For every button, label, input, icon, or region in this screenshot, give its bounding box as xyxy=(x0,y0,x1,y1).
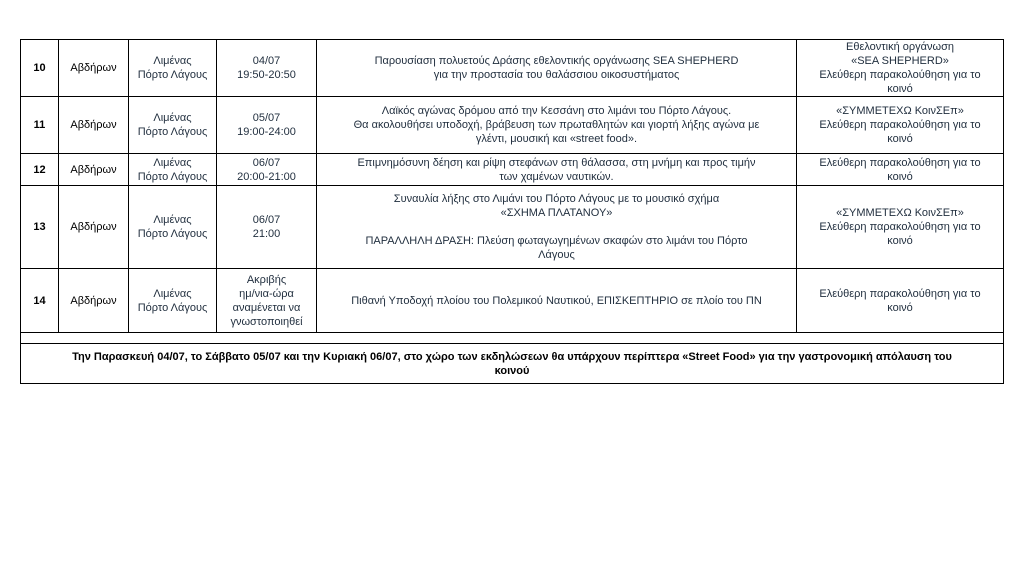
place-cell: Λιμένας Πόρτο Λάγους xyxy=(129,97,217,154)
description-cell: Παρουσίαση πολυετούς Δράσης εθελοντικής οργάνωσης SEA SHEPHERD για την προστασία του θαλάσσιου οικοσυστήματος xyxy=(317,40,797,97)
table-row xyxy=(21,97,1004,154)
street-food-note: Την Παρασκευή 04/07, το Σάββατο 05/07 και την Κυριακή 06/07, στο χώρο των εκδηλώσεων θα υπάρχουν περίπτερα «Street Food» για την γαστρονομική απόλαυση του κοινού xyxy=(21,344,1004,384)
event-number: 12 xyxy=(21,154,59,186)
place-cell: Λιμένας Πόρτο Λάγους xyxy=(129,154,217,186)
table-row xyxy=(21,269,1004,333)
datetime-cell: 06/07 21:00 xyxy=(217,186,317,269)
place-cell: Λιμένας Πόρτο Λάγους xyxy=(129,269,217,333)
table-row xyxy=(21,40,1004,97)
event-number: 10 xyxy=(21,40,59,97)
table-spacer-row xyxy=(21,333,1004,344)
footer-row xyxy=(21,344,1004,384)
municipality-cell: Αβδήρων xyxy=(59,154,129,186)
organizer-cell: Εθελοντική οργάνωση «SEA SHEPHERD» Ελεύθερη παρακολούθηση για το κοινό xyxy=(797,40,1004,97)
datetime-cell: Ακριβής ημ/νια-ώρα αναμένεται να γνωστοποιηθεί xyxy=(217,269,317,333)
organizer-cell: Ελεύθερη παρακολούθηση για το κοινό xyxy=(797,154,1004,186)
municipality-cell: Αβδήρων xyxy=(59,186,129,269)
event-number: 14 xyxy=(21,269,59,333)
organizer-cell: Ελεύθερη παρακολούθηση για το κοινό xyxy=(797,269,1004,333)
place-cell: Λιμένας Πόρτο Λάγους xyxy=(129,40,217,97)
datetime-cell: 05/07 19:00-24:00 xyxy=(217,97,317,154)
municipality-cell: Αβδήρων xyxy=(59,40,129,97)
events-table xyxy=(20,39,1004,384)
organizer-cell: «ΣΥΜΜΕΤΕΧΩ ΚοινΣΕπ» Ελεύθερη παρακολούθηση για το κοινό xyxy=(797,97,1004,154)
place-cell: Λιμένας Πόρτο Λάγους xyxy=(129,186,217,269)
municipality-cell: Αβδήρων xyxy=(59,97,129,154)
table-row xyxy=(21,186,1004,269)
organizer-cell: «ΣΥΜΜΕΤΕΧΩ ΚοινΣΕπ» Ελεύθερη παρακολούθηση για το κοινό xyxy=(797,186,1004,269)
description-cell: Συναυλία λήξης στο Λιμάνι του Πόρτο Λάγους με το μουσικό σχήμα «ΣΧΗΜΑ ΠΛΑΤΑΝΟΥ» ΠΑΡΑΛΛΗΛΗ ΔΡΑΣΗ: Πλεύση φωταγωγημένων σκαφών στο λιμάνι του Πόρτο Λάγους xyxy=(317,186,797,269)
table-row xyxy=(21,154,1004,186)
spacer-cell xyxy=(21,333,1004,344)
description-cell: Λαϊκός αγώνας δρόμου από την Κεσσάνη στο λιμάνι του Πόρτο Λάγους. Θα ακολουθήσει υποδοχή, βράβευση των πρωταθλητών και γιορτή λήξης αγώνα με γλέντι, μουσική και «street food». xyxy=(317,97,797,154)
description-cell: Επιμνημόσυνη δέηση και ρίψη στεφάνων στη θάλασσα, στη μνήμη και προς τιμήν των χαμένων ναυτικών. xyxy=(317,154,797,186)
datetime-cell: 04/07 19:50-20:50 xyxy=(217,40,317,97)
event-number: 11 xyxy=(21,97,59,154)
datetime-cell: 06/07 20:00-21:00 xyxy=(217,154,317,186)
description-cell: Πιθανή Υποδοχή πλοίου του Πολεμικού Ναυτικού, ΕΠΙΣΚΕΠΤΗΡΙΟ σε πλοίο του ΠΝ xyxy=(317,269,797,333)
event-number: 13 xyxy=(21,186,59,269)
municipality-cell: Αβδήρων xyxy=(59,269,129,333)
